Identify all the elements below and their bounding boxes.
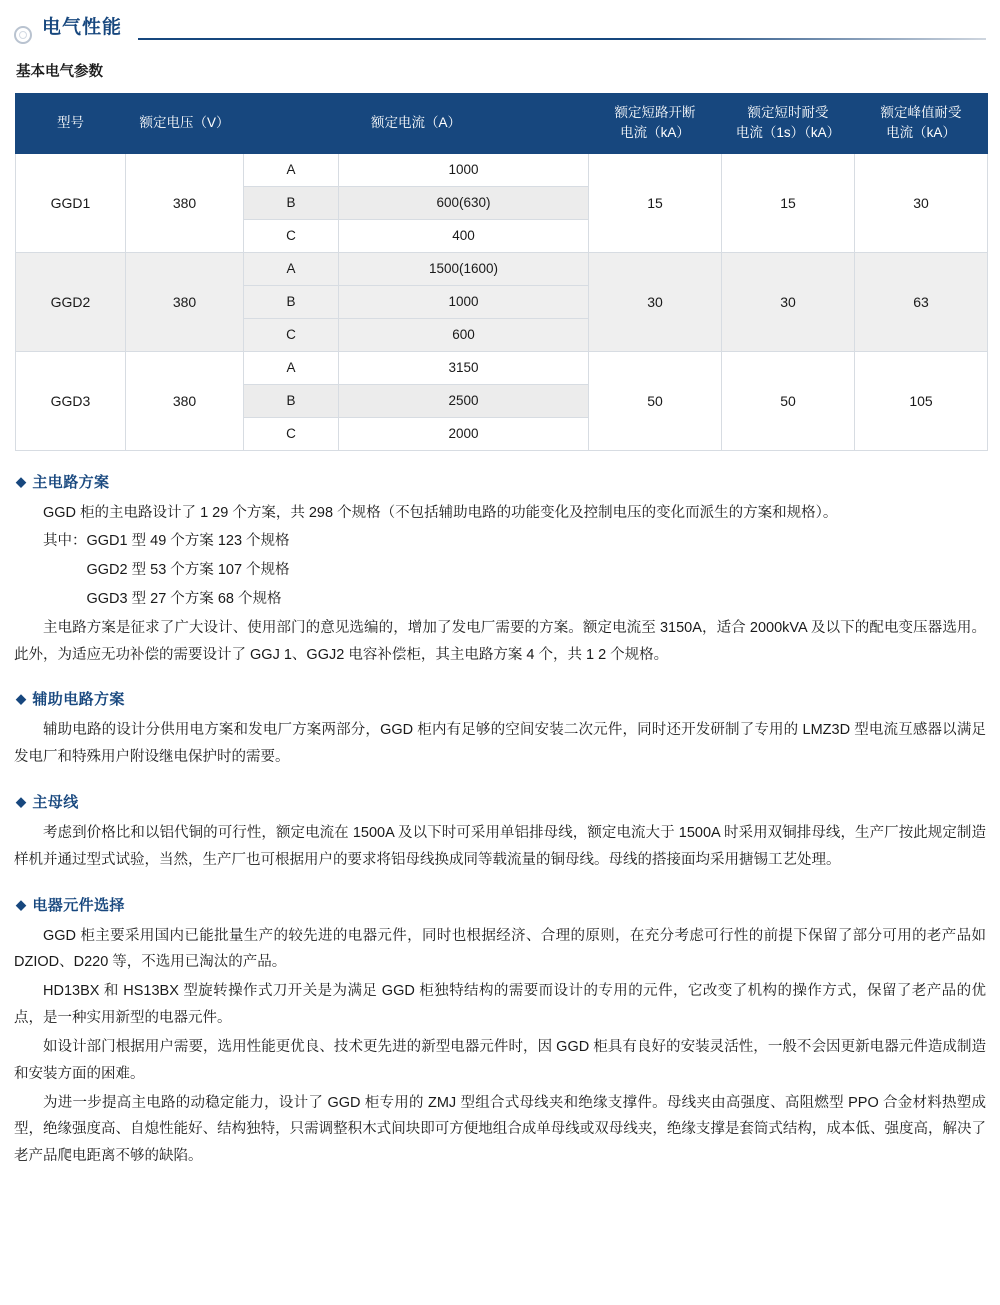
diamond-bullet-icon: ◆ xyxy=(16,896,27,912)
cell-short-time: 30 xyxy=(722,252,855,351)
cell-phase: C xyxy=(244,219,339,252)
paragraph: 如设计部门根据用户需要，选用性能更优良、技术更先进的新型电器元件时，因 GGD 柜具有良好的安装灵活性，一般不会因更新电器元件造成制造和安装方面的困难。 xyxy=(14,1038,986,1082)
section-subtitle: 基本电气参数 xyxy=(16,64,103,80)
cell-phase: B xyxy=(244,384,339,417)
paragraph: 为进一步提高主电路的动稳定能力，设计了 GGD 柜专用的 ZMJ 型组合式母线夹和绝缘支撑件。母线夹由高强度、高阻燃型 PPO 合金材料热塑成型，绝缘强度高、自熄性能好、结构独特，只需调整积木式间块即可方便地组合成单母线或双母线夹，绝缘支撑是套筒式结构，成本低、强度高，解决了老产品爬电距离不够的缺陷。 xyxy=(14,1094,986,1165)
th-current: 额定电流（A） xyxy=(244,94,589,154)
section-auxiliary-circuit xyxy=(14,688,986,771)
section-main-circuit xyxy=(14,471,986,669)
cell-phase: A xyxy=(244,252,339,285)
cell-breaking: 15 xyxy=(589,153,722,252)
cell-short-time: 15 xyxy=(722,153,855,252)
th-short-time-line2: 电流（1s）（kA） xyxy=(735,125,841,141)
paragraph: 其中：GGD1 型 49 个方案 123 个规格 xyxy=(43,533,290,550)
th-voltage: 额定电压（V） xyxy=(126,94,244,154)
paragraph: 考虑到价格比和以铝代铜的可行性，额定电流在 1500A 及以下时可采用单铝排母线，额定电流大于 1500A 时采用双铜排母线，生产厂按此规定制造样机并通过型式试验，当然，生产厂也可根据用户的要求将铝母线换成同等载流量的铜母线。母线的搭接面均采用搪锡工艺处理。 xyxy=(14,825,986,868)
circle-icon xyxy=(14,26,32,44)
section-heading-text: 主电路方案 xyxy=(32,473,110,491)
th-peak-line2: 电流（kA） xyxy=(886,125,956,141)
cell-model: GGD3 xyxy=(16,351,126,450)
paragraph: 辅助电路的设计分供用电方案和发电厂方案两部分，GGD 柜内有足够的空间安装二次元件，同时还开发研制了专用的 LMZ3D 型电流互感器以满足发电厂和特殊用户附设继电保护时的需要。 xyxy=(14,722,986,766)
cell-phase: A xyxy=(244,351,339,384)
section-heading xyxy=(16,791,986,812)
table-header-row xyxy=(16,94,988,154)
section-heading-text: 电器元件选择 xyxy=(32,896,125,914)
cell-current: 600 xyxy=(339,318,589,351)
cell-short-time: 50 xyxy=(722,351,855,450)
header-divider xyxy=(138,38,986,40)
cell-phase: A xyxy=(244,153,339,186)
table-row xyxy=(16,351,988,384)
cell-current: 1000 xyxy=(339,285,589,318)
cell-current: 1000 xyxy=(339,153,589,186)
section-heading-text: 主母线 xyxy=(32,794,79,811)
page-header xyxy=(14,0,986,46)
cell-voltage: 380 xyxy=(126,153,244,252)
th-breaking-line2: 电流（kA） xyxy=(620,125,690,141)
paragraph: GGD 柜的主电路设计了 1 29 个方案，共 298 个规格（不包括辅助电路的功能变化及控制电压的变化而派生的方案和规格）。 xyxy=(43,504,838,521)
th-short-time-current xyxy=(722,94,855,154)
cell-voltage: 380 xyxy=(126,351,244,450)
section-component-selection xyxy=(14,894,986,1170)
cell-phase: B xyxy=(244,186,339,219)
cell-current: 3150 xyxy=(339,351,589,384)
section-heading-text: 辅助电路方案 xyxy=(32,691,125,709)
cell-current: 400 xyxy=(339,219,589,252)
cell-current: 2000 xyxy=(339,417,589,450)
diamond-bullet-icon: ◆ xyxy=(16,691,27,707)
diamond-bullet-icon: ◆ xyxy=(16,473,27,489)
section-main-busbar xyxy=(14,791,986,874)
th-model: 型号 xyxy=(16,94,126,154)
cell-peak: 63 xyxy=(855,252,988,351)
paragraph: HD13BX 和 HS13BX 型旋转操作式刀开关是为满足 GGD 柜独特结构的需要而设计的专用的元件，它改变了机构的操作方式，保留了老产品的优点，是一种实用新型的电器元件。 xyxy=(14,983,986,1027)
section-heading xyxy=(16,688,986,709)
table-row xyxy=(16,252,988,285)
cell-current: 2500 xyxy=(339,384,589,417)
table-row xyxy=(16,153,988,186)
page-title: 电气性能 xyxy=(42,17,123,38)
cell-breaking: 30 xyxy=(589,252,722,351)
cell-phase: C xyxy=(244,417,339,450)
th-short-time-line1: 额定短时耐受 xyxy=(747,105,829,120)
electrical-parameters-table xyxy=(15,93,988,451)
cell-phase: C xyxy=(244,318,339,351)
section-heading xyxy=(16,894,986,915)
paragraph: GGD2 型 53 个方案 107 个规格 xyxy=(86,562,290,579)
cell-current: 1500(1600) xyxy=(339,252,589,285)
cell-peak: 30 xyxy=(855,153,988,252)
th-breaking-line1: 额定短路开断 xyxy=(614,105,696,120)
cell-peak: 105 xyxy=(855,351,988,450)
cell-breaking: 50 xyxy=(589,351,722,450)
cell-model: GGD1 xyxy=(16,153,126,252)
cell-voltage: 380 xyxy=(126,252,244,351)
section-heading xyxy=(16,471,986,492)
cell-current: 600(630) xyxy=(339,186,589,219)
th-peak-line1: 额定峰值耐受 xyxy=(880,105,962,120)
paragraph: GGD 柜主要采用国内已能批量生产的较先进的电器元件，同时也根据经济、合理的原则，在充分考虑可行性的前提下保留了部分可用的老产品如 DZIOD、D220 等，不选用已淘汰的产品。 xyxy=(14,927,986,971)
th-peak-current xyxy=(855,94,988,154)
table-body xyxy=(16,153,988,450)
cell-phase: B xyxy=(244,285,339,318)
diamond-bullet-icon: ◆ xyxy=(16,794,27,809)
th-breaking-current xyxy=(589,94,722,154)
paragraph: 主电路方案是征求了广大设计、使用部门的意见选编的，增加了发电厂需要的方案。额定电流至 3150A，适合 2000kVA 及以下的配电变压器选用。此外，为适应无功补偿的需要设计了 GGJ 1、GGJ2 电容补偿柜，其主电路方案 4 个，共 1 2 个规格。 xyxy=(14,619,986,663)
cell-model: GGD2 xyxy=(16,252,126,351)
paragraph: GGD3 型 27 个方案 68 个规格 xyxy=(86,590,282,607)
